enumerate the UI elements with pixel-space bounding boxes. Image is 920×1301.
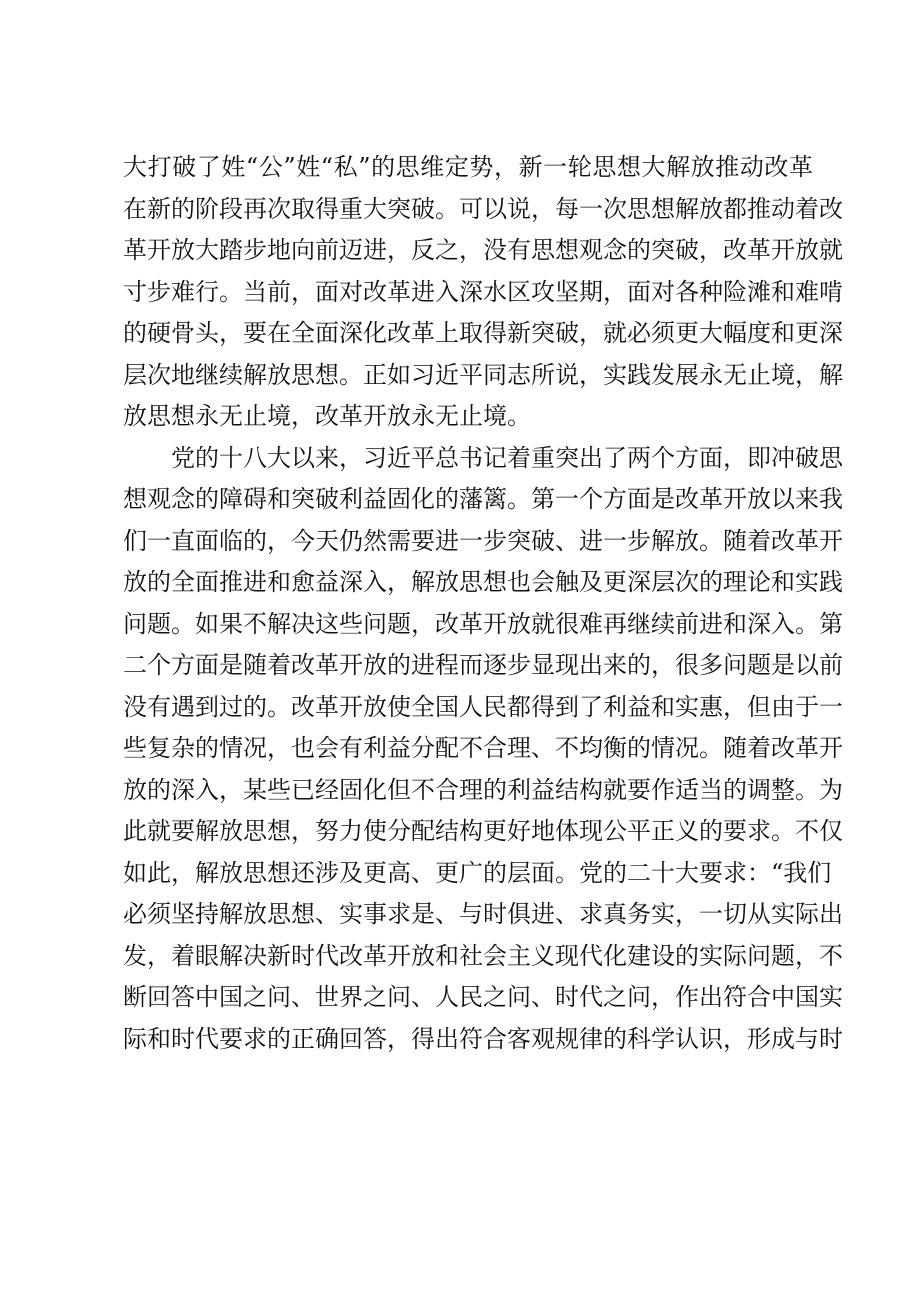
text-line: 层次地继续解放思想。正如习近平同志所说，实践发展永无止境，解 bbox=[123, 360, 843, 389]
text-line: 寸步难行。当前，面对改革进入深水区攻坚期，面对各种险滩和难啃 bbox=[123, 277, 843, 306]
text-line: 的硬骨头，要在全面深化改革上取得新突破，就必须更大幅度和更深 bbox=[123, 319, 843, 347]
text-line: 如此，解放思想还涉及更高、更广的层面。党的二十大要求：“我们 bbox=[123, 858, 832, 887]
text-line: 放的深入，某些已经固化但不合理的利益结构就要作适当的调整。为 bbox=[123, 775, 843, 804]
text-line: 想观念的障碍和突破利益固化的藩篱。第一个方面是改革开放以来我 bbox=[123, 485, 843, 513]
text-line: 党的十八大以来，习近平总书记着重突出了两个方面，即冲破思 bbox=[171, 443, 843, 472]
text-line: 断回答中国之问、世界之问、人民之问、时代之问，作出符合中国实 bbox=[123, 983, 843, 1011]
text-line: 发，着眼解决新时代改革开放和社会主义现代化建设的实际问题，不 bbox=[123, 941, 843, 970]
text-line: 此就要解放思想，努力使分配结构更好地体现公平正义的要求。不仅 bbox=[123, 817, 843, 845]
text-line: 放的全面推进和愈益深入，解放思想也会触及更深层次的理论和实践 bbox=[123, 568, 843, 596]
text-line: 没有遇到过的。改革开放使全国人民都得到了利益和实惠，但由于一 bbox=[123, 692, 843, 721]
paragraph-1 bbox=[123, 147, 843, 438]
text-line: 大打破了姓“公”姓“私”的思维定势，新一轮思想大解放推动改革 bbox=[123, 153, 813, 181]
document-body bbox=[123, 147, 843, 1060]
text-line: 二个方面是随着改革开放的进程而逐步显现出来的，很多问题是以前 bbox=[123, 651, 843, 679]
text-line: 问题。如果不解决这些问题，改革开放就很难再继续前进和深入。第 bbox=[123, 609, 843, 638]
text-line: 必须坚持解放思想、实事求是、与时俱进、求真务实，一切从实际出 bbox=[123, 900, 843, 928]
text-line: 放思想永无止境，改革开放永无止境。 bbox=[123, 402, 531, 430]
text-line: 在新的阶段再次取得重大突破。可以说，每一次思想解放都推动着改 bbox=[123, 194, 843, 223]
text-line: 些复杂的情况，也会有利益分配不合理、不均衡的情况。随着改革开 bbox=[123, 734, 843, 762]
text-line: 际和时代要求的正确回答，得出符合客观规律的科学认识，形成与时 bbox=[123, 1024, 843, 1053]
text-line: 们一直面临的，今天仍然需要进一步突破、进一步解放。随着改革开 bbox=[123, 526, 843, 555]
text-line: 革开放大踏步地向前迈进，反之，没有思想观念的突破，改革开放就 bbox=[123, 236, 843, 264]
paragraph-2 bbox=[123, 438, 843, 1061]
